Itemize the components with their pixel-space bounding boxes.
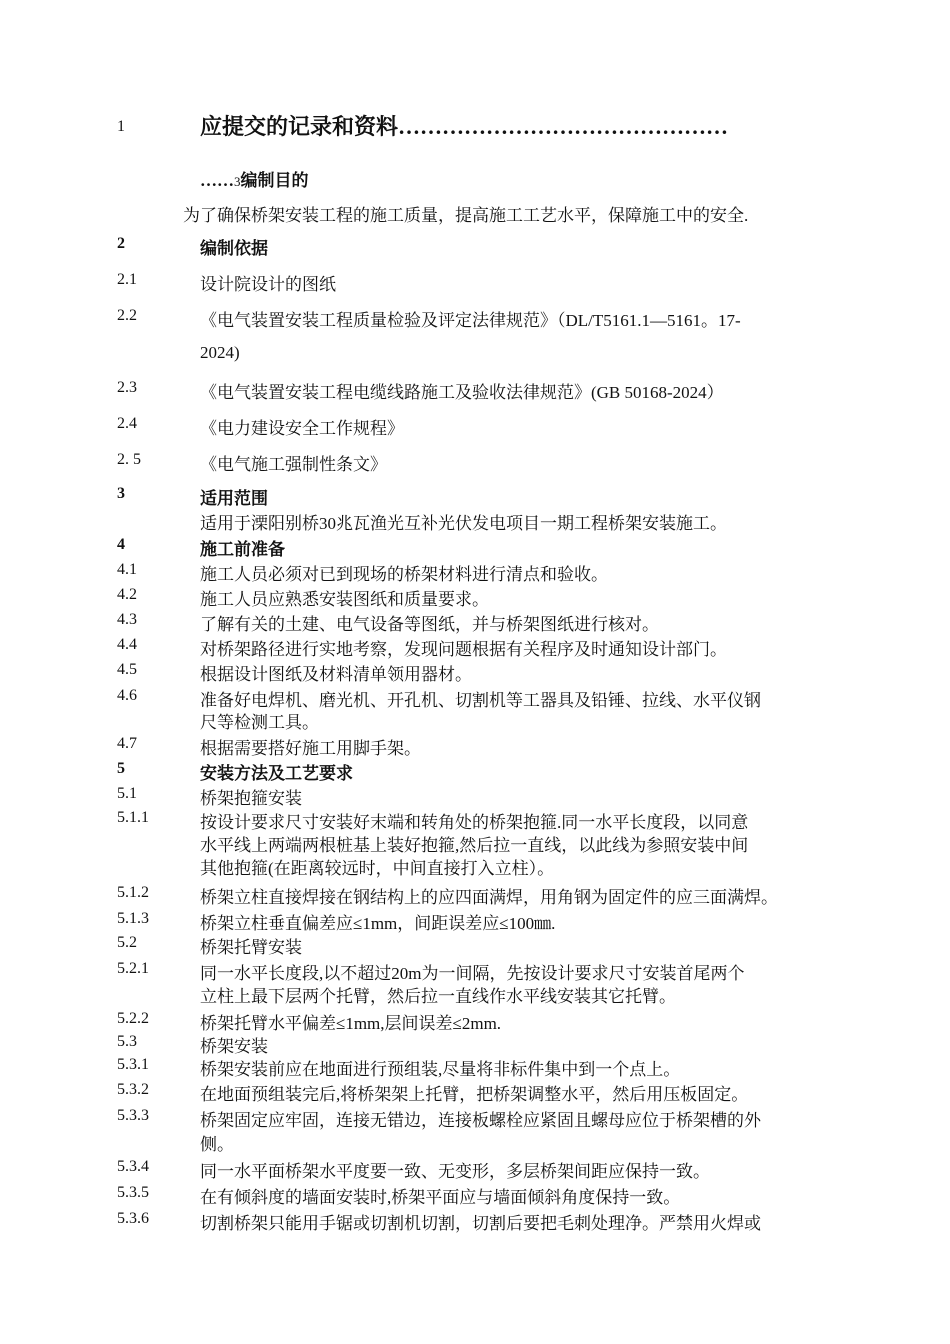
section-number: 2.3	[117, 379, 137, 396]
section-text: 根据需要搭好施工用脚手架。	[200, 739, 421, 758]
section-heading: 编制依据	[200, 239, 268, 258]
section-text: 施工人员必须对已到现场的桥架材料进行清点和验收。	[200, 565, 608, 584]
section-number: 4	[117, 536, 125, 553]
section-number: 5.3.3	[117, 1107, 149, 1124]
section-text: 桥架托臂安装	[200, 938, 302, 957]
section-text: 《电气装置安装工程电缆线路施工及验收法律规范》(GB 50168-2024）	[200, 383, 724, 402]
section-number: 2.1	[117, 271, 137, 288]
section-text: 按设计要求尺寸安装好末端和转角处的桥架抱箍.同一水平长度段，以同意	[200, 813, 749, 832]
section-text: 设计院设计的图纸	[200, 275, 336, 294]
section-text: 尺等检测工具。	[200, 713, 319, 732]
section-text: 了解有关的土建、电气设备等图纸，并与桥架图纸进行核对。	[200, 615, 659, 634]
section-text: 在有倾斜度的墙面安装时,桥架平面应与墙面倾斜角度保持一致。	[200, 1188, 681, 1207]
section-number: 5.2.2	[117, 1010, 149, 1027]
section-number: 5.2.1	[117, 960, 149, 977]
section-number: 2.2	[117, 307, 137, 324]
toc-continuation-text: ……3编制目的	[200, 171, 309, 190]
section-text: 《电力建设安全工作规程》	[200, 419, 404, 438]
section-text: 《电气装置安装工程质量检验及评定法律规范》（DL/T5161.1—5161。17-	[200, 311, 741, 330]
heading-purpose: 编制目的	[240, 171, 309, 190]
section-text: 其他抱箍(在距离较远时，中间直接打入立柱）。	[200, 859, 555, 878]
section-text: 水平线上两端两根桩基上装好抱箍,然后拉一直线，以此线为参照安装中间	[200, 836, 749, 855]
section-number: 5.3.1	[117, 1056, 149, 1073]
toc-number: 1	[117, 118, 125, 135]
section-number: 5.3.4	[117, 1158, 149, 1175]
section-text: 适用于溧阳别桥30兆瓦渔光互补光伏发电项目一期工程桥架安装施工。	[200, 514, 727, 533]
section-text: 同一水平面桥架水平度要一致、无变形，多层桥架间距应保持一致。	[200, 1162, 710, 1181]
section-number: 4.1	[117, 561, 137, 578]
section-text: 对桥架路径进行实地考察，发现问题根据有关程序及时通知设计部门。	[200, 640, 727, 659]
section-number: 5	[117, 760, 125, 777]
section-number: 5.3.5	[117, 1184, 149, 1201]
section-text: 桥架固定应牢固，连接无错边，连接板螺栓应紧固且螺母应位于桥架槽的外	[200, 1111, 761, 1130]
section-text: 2024)	[200, 343, 240, 362]
section-number: 5.1	[117, 785, 137, 802]
section-heading: 适用范围	[200, 489, 268, 508]
section-number: 2.4	[117, 415, 137, 432]
section-number: 5.3	[117, 1033, 137, 1050]
section-number: 2. 5	[117, 451, 141, 468]
purpose-text: 为了确保桥架安装工程的施工质量，提高施工工艺水平，保障施工中的安全.	[183, 206, 749, 225]
section-text: 施工人员应熟悉安装图纸和质量要求。	[200, 590, 489, 609]
section-number: 5.3.2	[117, 1081, 149, 1098]
section-text: 同一水平长度段,以不超过20m为一间隔，先按设计要求尺寸安装首尾两个	[200, 964, 745, 983]
section-text: 桥架抱箍安装	[200, 789, 302, 808]
toc-title: 应提交的记录和资料………………………………………	[200, 114, 729, 139]
section-text: 桥架托臂水平偏差≤1mm,层间误差≤2mm.	[200, 1014, 502, 1033]
section-number: 3	[117, 485, 125, 502]
section-number: 5.1.3	[117, 910, 149, 927]
section-number: 5.3.6	[117, 1210, 149, 1227]
section-text: 桥架安装前应在地面进行预组装,尽量将非标件集中到一个点上。	[200, 1060, 681, 1079]
section-text: 桥架立柱直接焊接在钢结构上的应四面满焊，用角钢为固定件的应三面满焊。	[200, 888, 778, 907]
section-heading: 施工前准备	[200, 540, 285, 559]
section-text: 切割桥架只能用手锯或切割机切割，切割后要把毛刺处理净。严禁用火焊或	[200, 1214, 761, 1233]
section-number: 5.1.1	[117, 809, 149, 826]
toc-page-ref: 3	[234, 174, 241, 189]
section-text: 侧。	[200, 1135, 234, 1154]
section-number: 5.2	[117, 934, 137, 951]
section-number: 2	[117, 235, 125, 252]
section-number: 4.2	[117, 586, 137, 603]
section-text: 《电气施工强制性条文》	[200, 455, 387, 474]
toc-leader-dots: ………………………………………	[398, 114, 729, 139]
section-text: 根据设计图纸及材料清单领用器材。	[200, 665, 472, 684]
section-number: 4.6	[117, 687, 137, 704]
section-text: 立柱上最下层两个托臂，然后拉一直线作水平线安装其它托臂。	[200, 987, 676, 1006]
section-number: 5.1.2	[117, 884, 149, 901]
section-number: 4.5	[117, 661, 137, 678]
section-number: 4.3	[117, 611, 137, 628]
section-text: 桥架安装	[200, 1037, 268, 1056]
section-heading: 安装方法及工艺要求	[200, 764, 353, 783]
section-number: 4.4	[117, 636, 137, 653]
section-text: 桥架立柱垂直偏差应≤1mm，间距误差应≤100㎜.	[200, 914, 556, 933]
section-text: 准备好电焊机、磨光机、开孔机、切割机等工器具及铅锤、拉线、水平仪钢	[200, 691, 761, 710]
section-number: 4.7	[117, 735, 137, 752]
section-text: 在地面预组装完后,将桥架架上托臂，把桥架调整水平，然后用压板固定。	[200, 1085, 749, 1104]
